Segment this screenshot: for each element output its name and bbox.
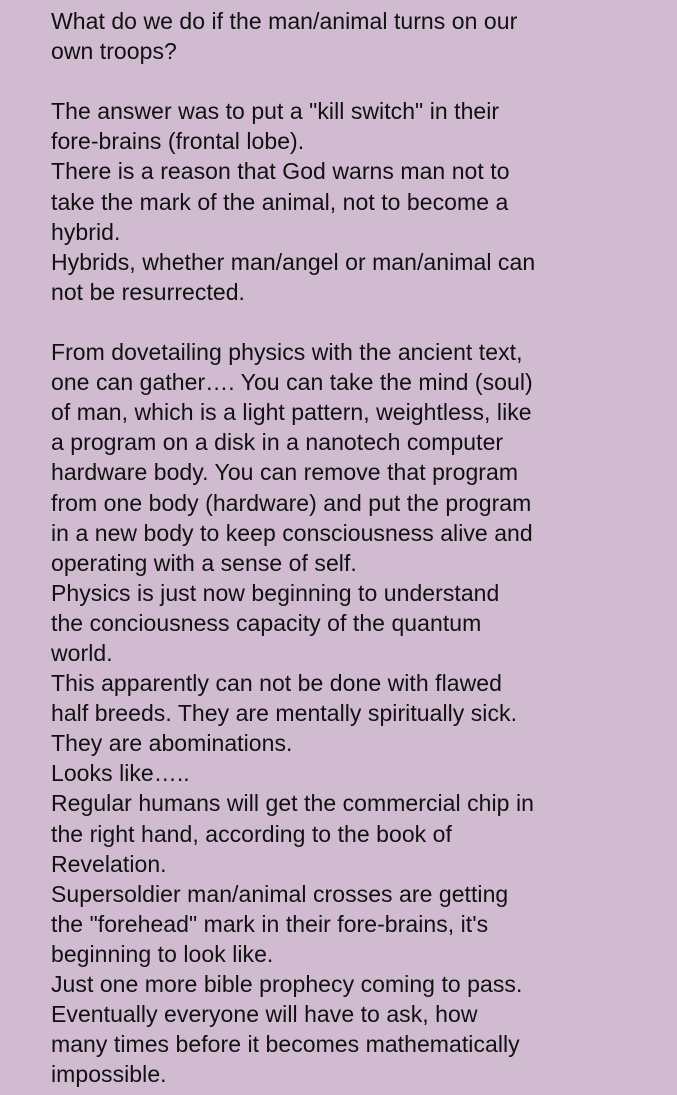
text-line: the "forehead" mark in their fore-brains, it's: [51, 910, 489, 937]
text-line: There is a reason that God warns man not to: [51, 158, 510, 185]
text-line: many times before it becomes mathematically: [51, 1031, 520, 1058]
text-line: This apparently can not be done with flawed: [51, 670, 502, 697]
text-line: Physics is just now beginning to understand: [51, 579, 500, 606]
text-line: beginning to look like.: [51, 940, 274, 967]
text-line: operating with a sense of self.: [51, 549, 357, 576]
blank-line: [51, 66, 671, 96]
text-line: own troops?: [51, 38, 177, 65]
text-line: fore-brains (frontal lobe).: [51, 128, 305, 155]
text-line: take the mark of the animal, not to become a: [51, 188, 509, 215]
text-line: Revelation.: [51, 850, 167, 877]
text-line: Supersoldier man/animal crosses are getting: [51, 880, 509, 907]
text-line: From dovetailing physics with the ancient text,: [51, 339, 523, 366]
text-line: Eventually everyone will have to ask, how: [51, 1001, 478, 1028]
text-line: world.: [51, 639, 113, 666]
text-line: hybrid.: [51, 218, 121, 245]
text-line: hardware body. You can remove that program: [51, 459, 519, 486]
text-line: Just one more bible prophecy coming to pass.: [51, 971, 523, 997]
text-line: What do we do if the man/animal turns on our: [51, 8, 518, 34]
text-line: impossible.: [51, 1061, 167, 1088]
text-line: one can gather…. You can take the mind (soul): [51, 369, 533, 396]
text-line: in a new body to keep consciousness alive and: [51, 519, 533, 546]
text-line: of man, which is a light pattern, weightless, like: [51, 399, 532, 426]
text-line: Hybrids, whether man/angel or man/animal can: [51, 248, 536, 275]
text-line: The answer was to put a "kill switch" in their: [51, 98, 500, 125]
text-line: a program on a disk in a nanotech computer: [51, 429, 504, 456]
text-line: half breeds. They are mentally spiritually sick.: [51, 700, 518, 727]
text-line: Regular humans will get the commercial chip in: [51, 790, 534, 817]
text-line: Looks like…..: [51, 760, 190, 787]
text-line: the right hand, according to the book of: [51, 820, 452, 847]
text-line: They are abominations.: [51, 730, 293, 757]
text-line: not be resurrected.: [51, 278, 246, 305]
body-text: [51, 6, 671, 1089]
text-line: the conciousness capacity of the quantum: [51, 609, 482, 636]
text-line: from one body (hardware) and put the program: [51, 489, 532, 516]
blank-line: [51, 307, 671, 337]
